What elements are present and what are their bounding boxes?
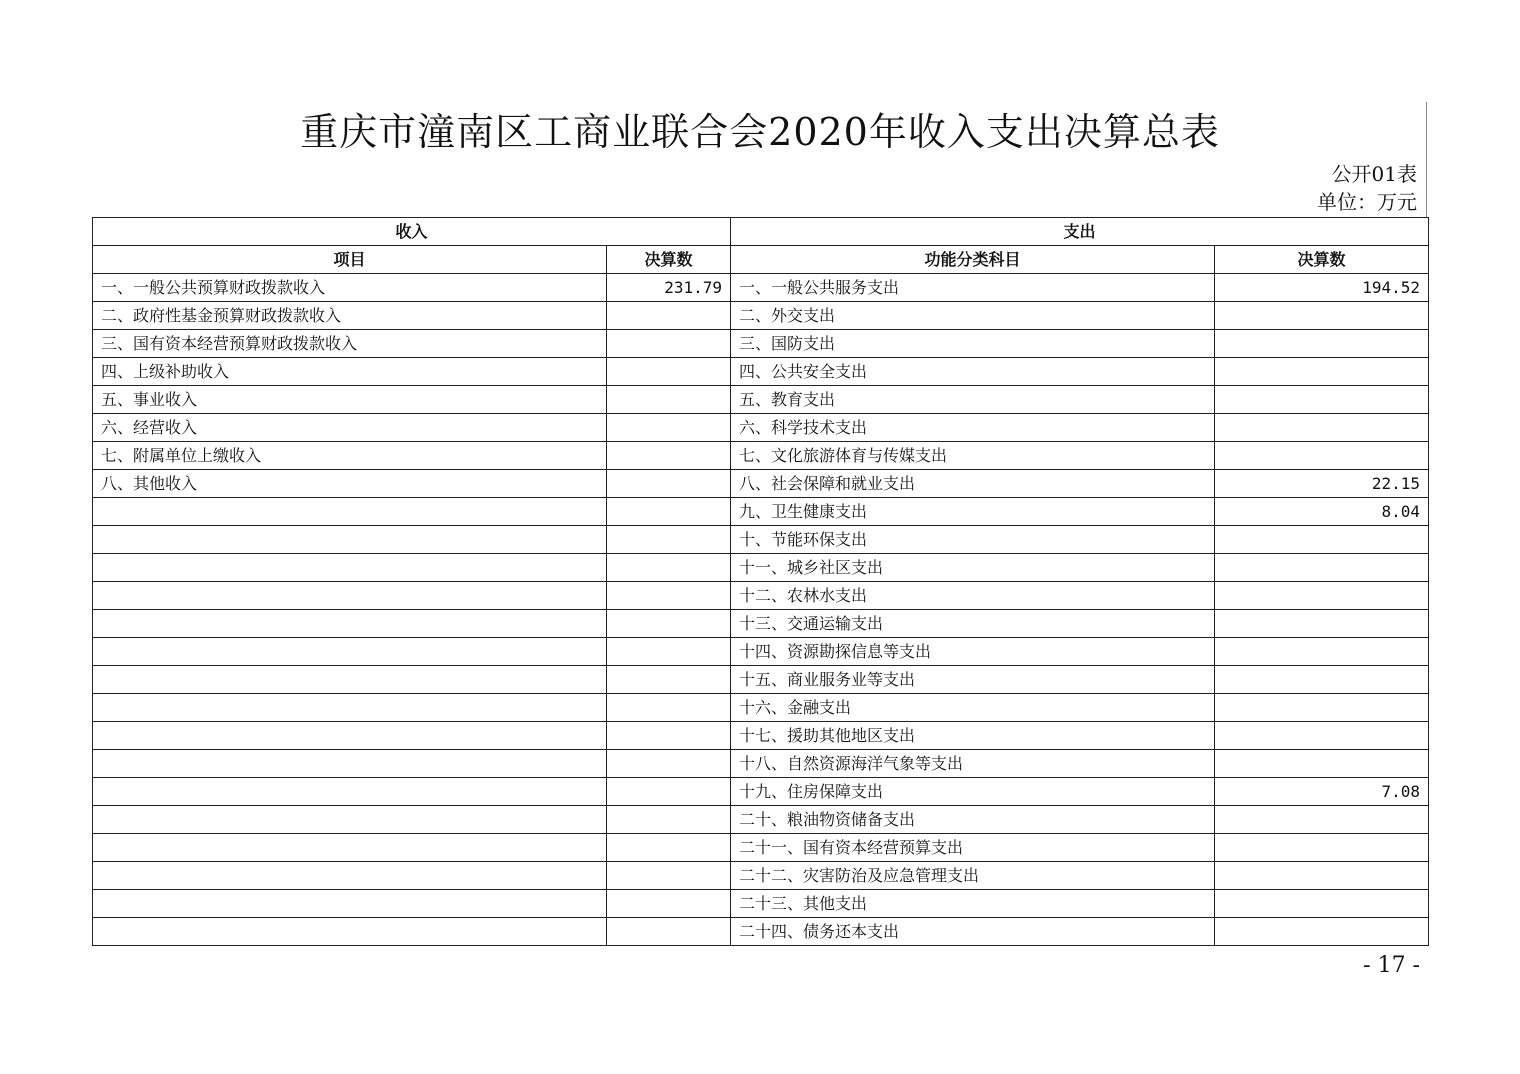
income-amount-cell [607, 918, 731, 946]
expense-item-header: 功能分类科目 [731, 246, 1215, 274]
expense-item-cell: 二、外交支出 [731, 302, 1215, 330]
income-item-cell: 四、上级补助收入 [93, 358, 607, 386]
page-title: 重庆市潼南区工商业联合会2020年收入支出决算总表 [300, 110, 1220, 154]
expense-item-cell: 十二、农林水支出 [731, 582, 1215, 610]
expense-amount-cell [1215, 526, 1429, 554]
income-item-cell [93, 890, 607, 918]
table-row [93, 414, 1429, 442]
expense-item-cell: 十四、资源勘探信息等支出 [731, 638, 1215, 666]
expense-item-cell: 十九、住房保障支出 [731, 778, 1215, 806]
expense-amount-cell [1215, 554, 1429, 582]
income-amount-cell [607, 890, 731, 918]
expense-amount-cell [1215, 918, 1429, 946]
income-amount-cell [607, 694, 731, 722]
expense-item-cell: 四、公共安全支出 [731, 358, 1215, 386]
expense-item-cell: 二十四、债务还本支出 [731, 918, 1215, 946]
income-item-cell [93, 918, 607, 946]
income-item-cell [93, 834, 607, 862]
expense-amount-header: 决算数 [1215, 246, 1429, 274]
expense-item-cell: 五、教育支出 [731, 386, 1215, 414]
expense-section-header: 支出 [731, 218, 1429, 246]
income-amount-cell [607, 610, 731, 638]
expense-amount-cell [1215, 582, 1429, 610]
income-item-cell [93, 610, 607, 638]
table-row [93, 862, 1429, 890]
table-row [93, 834, 1429, 862]
expense-amount-cell: 7.08 [1215, 778, 1429, 806]
table-row [93, 442, 1429, 470]
table-row [93, 582, 1429, 610]
income-amount-cell [607, 302, 731, 330]
header-divider-line [1426, 102, 1427, 218]
table-row [93, 778, 1429, 806]
expense-amount-cell [1215, 442, 1429, 470]
table-row [93, 918, 1429, 946]
expense-amount-cell: 22.15 [1215, 470, 1429, 498]
expense-item-cell: 三、国防支出 [731, 330, 1215, 358]
expense-amount-cell [1215, 806, 1429, 834]
income-item-cell: 一、一般公共预算财政拨款收入 [93, 274, 607, 302]
income-item-cell [93, 582, 607, 610]
income-amount-cell [607, 470, 731, 498]
expense-amount-cell [1215, 386, 1429, 414]
income-section-header: 收入 [93, 218, 731, 246]
table-row [93, 302, 1429, 330]
table-row [93, 722, 1429, 750]
expense-item-cell: 一、一般公共服务支出 [731, 274, 1215, 302]
table-row [93, 526, 1429, 554]
table-row [93, 470, 1429, 498]
income-expense-table [92, 217, 1429, 946]
expense-item-cell: 九、卫生健康支出 [731, 498, 1215, 526]
income-amount-cell [607, 778, 731, 806]
income-amount-cell [607, 414, 731, 442]
expense-amount-cell [1215, 862, 1429, 890]
income-amount-cell [607, 722, 731, 750]
table-row [93, 498, 1429, 526]
table-row [93, 638, 1429, 666]
expense-item-cell: 二十一、国有资本经营预算支出 [731, 834, 1215, 862]
income-amount-cell [607, 582, 731, 610]
expense-item-cell: 十一、城乡社区支出 [731, 554, 1215, 582]
income-amount-cell: 231.79 [607, 274, 731, 302]
expense-item-cell: 十、节能环保支出 [731, 526, 1215, 554]
expense-amount-cell [1215, 666, 1429, 694]
expense-amount-cell [1215, 722, 1429, 750]
income-item-cell: 五、事业收入 [93, 386, 607, 414]
income-amount-cell [607, 666, 731, 694]
income-amount-cell [607, 834, 731, 862]
table-row [93, 274, 1429, 302]
income-amount-cell [607, 526, 731, 554]
income-item-cell: 七、附属单位上缴收入 [93, 442, 607, 470]
expense-amount-cell [1215, 302, 1429, 330]
unit-label: 单位：万元 [1317, 190, 1417, 214]
table-row [93, 330, 1429, 358]
expense-item-cell: 八、社会保障和就业支出 [731, 470, 1215, 498]
income-item-cell [93, 750, 607, 778]
expense-item-cell: 十七、援助其他地区支出 [731, 722, 1215, 750]
table-row [93, 358, 1429, 386]
expense-amount-cell [1215, 834, 1429, 862]
expense-amount-cell [1215, 750, 1429, 778]
table-row [93, 386, 1429, 414]
table-row [93, 610, 1429, 638]
table-row [93, 890, 1429, 918]
table-row [93, 806, 1429, 834]
income-item-cell: 二、政府性基金预算财政拨款收入 [93, 302, 607, 330]
income-item-cell [93, 638, 607, 666]
expense-item-cell: 二十二、灾害防治及应急管理支出 [731, 862, 1215, 890]
page-number: - 17 - [1363, 953, 1420, 978]
income-item-cell [93, 862, 607, 890]
section-header-row [93, 218, 1429, 246]
expense-item-cell: 十八、自然资源海洋气象等支出 [731, 750, 1215, 778]
income-item-cell [93, 526, 607, 554]
expense-amount-cell: 8.04 [1215, 498, 1429, 526]
expense-amount-cell [1215, 330, 1429, 358]
income-item-cell [93, 694, 607, 722]
expense-amount-cell [1215, 414, 1429, 442]
expense-item-cell: 二十、粮油物资储备支出 [731, 806, 1215, 834]
expense-item-cell: 六、科学技术支出 [731, 414, 1215, 442]
table-row [93, 666, 1429, 694]
income-amount-cell [607, 498, 731, 526]
income-item-header: 项目 [93, 246, 607, 274]
income-amount-cell [607, 862, 731, 890]
income-item-cell [93, 806, 607, 834]
expense-item-cell: 十五、商业服务业等支出 [731, 666, 1215, 694]
income-item-cell [93, 498, 607, 526]
expense-amount-cell [1215, 890, 1429, 918]
income-amount-cell [607, 638, 731, 666]
table-number: 公开01表 [1331, 162, 1417, 186]
expense-item-cell: 十三、交通运输支出 [731, 610, 1215, 638]
income-item-cell: 八、其他收入 [93, 470, 607, 498]
table-row [93, 694, 1429, 722]
income-item-cell: 六、经营收入 [93, 414, 607, 442]
column-header-row [93, 246, 1429, 274]
expense-amount-cell: 194.52 [1215, 274, 1429, 302]
expense-item-cell: 二十三、其他支出 [731, 890, 1215, 918]
expense-amount-cell [1215, 358, 1429, 386]
income-amount-cell [607, 358, 731, 386]
income-amount-cell [607, 386, 731, 414]
income-item-cell: 三、国有资本经营预算财政拨款收入 [93, 330, 607, 358]
income-item-cell [93, 778, 607, 806]
income-amount-header: 决算数 [607, 246, 731, 274]
income-item-cell [93, 722, 607, 750]
expense-item-cell: 七、文化旅游体育与传媒支出 [731, 442, 1215, 470]
table-body [93, 274, 1429, 946]
expense-item-cell: 十六、金融支出 [731, 694, 1215, 722]
expense-amount-cell [1215, 610, 1429, 638]
table-row [93, 750, 1429, 778]
income-amount-cell [607, 442, 731, 470]
expense-amount-cell [1215, 694, 1429, 722]
income-item-cell [93, 666, 607, 694]
income-item-cell [93, 554, 607, 582]
expense-amount-cell [1215, 638, 1429, 666]
income-amount-cell [607, 750, 731, 778]
income-amount-cell [607, 330, 731, 358]
income-amount-cell [607, 554, 731, 582]
income-amount-cell [607, 806, 731, 834]
table-row [93, 554, 1429, 582]
